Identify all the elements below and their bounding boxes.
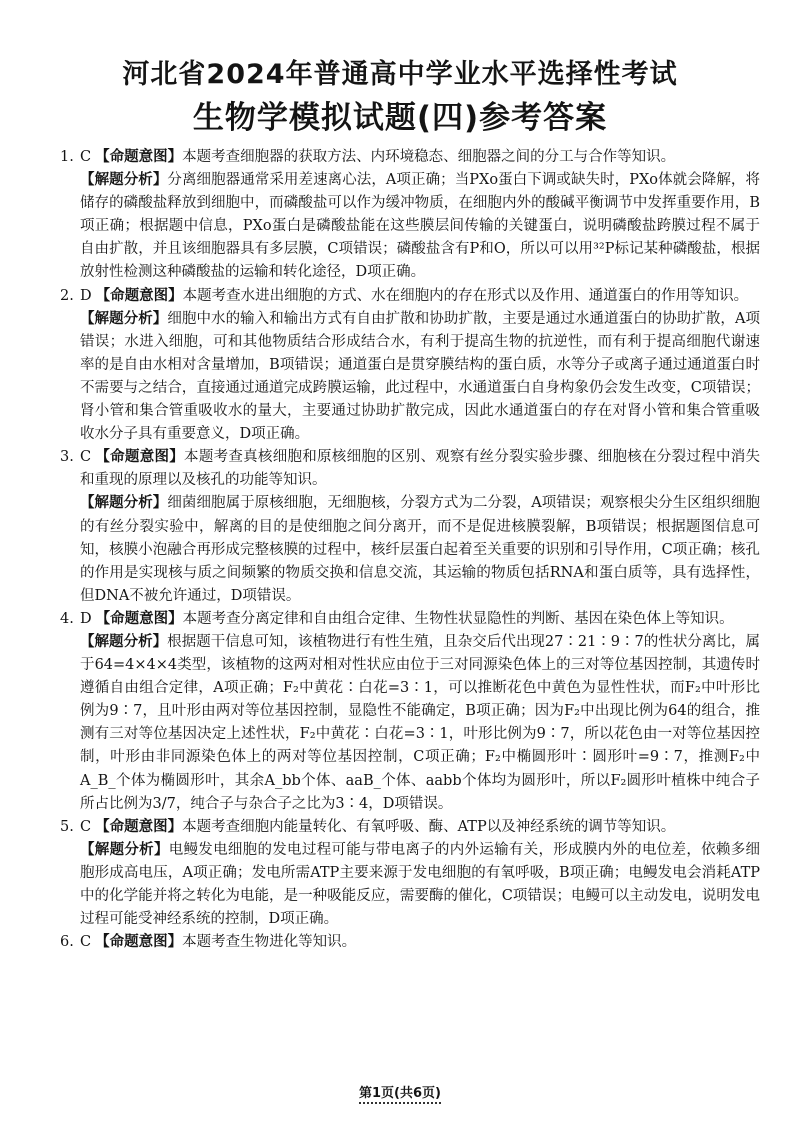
intent-tag: 【命题意图】 bbox=[95, 449, 185, 466]
analysis-paragraph bbox=[60, 492, 760, 607]
intent-text: 本题考查生物进化等知识。 bbox=[182, 934, 357, 951]
analysis-paragraph bbox=[60, 631, 760, 816]
answer-key-title: 生物学模拟试题(四)参考答案 bbox=[192, 100, 608, 136]
analysis-paragraph bbox=[60, 839, 760, 931]
intent-tag: 【命题意图】 bbox=[95, 149, 183, 165]
analysis-text: 电鳗发电细胞的发电过程可能与带电离子的内外运输有关，形成膜内外的电位差，依赖多细胞形成高电压，A项正确；发电所需ATP主要来源于发电细胞的有氧呼吸，B项正确；电鳗发电会消耗ATP中的化学能并将之转化为电能，是一种吸能反应，需要酶的催化，C项错误；电鳗可以主动发电，说明发电过程可能受神经系统的控制，D项正确。 bbox=[80, 841, 760, 928]
analysis-paragraph bbox=[60, 308, 760, 447]
question-intent-line bbox=[60, 608, 760, 631]
question-number: 6. bbox=[60, 934, 74, 951]
question-number: 5. bbox=[60, 818, 74, 835]
intent-tag: 【命题意图】 bbox=[95, 934, 183, 951]
intent-text: 本题考查细胞器的获取方法、内环境稳态、细胞器之间的分工与合作等知识。 bbox=[182, 149, 676, 165]
intent-tag: 【命题意图】 bbox=[95, 818, 183, 835]
question-1 bbox=[60, 146, 760, 285]
question-4 bbox=[60, 608, 760, 816]
answer-letter: C bbox=[80, 149, 92, 165]
intent-tag: 【命题意图】 bbox=[95, 610, 183, 627]
intent-tag: 【命题意图】 bbox=[95, 287, 183, 304]
intent-text: 本题考查水进出细胞的方式、水在细胞内的存在形式以及作用、通道蛋白的作用等知识。 bbox=[182, 287, 749, 304]
answer-letter: C bbox=[80, 934, 92, 951]
question-2 bbox=[60, 285, 760, 447]
answer-list bbox=[60, 146, 760, 954]
question-intent-line bbox=[60, 446, 760, 492]
analysis-text: 分离细胞器通常采用差速离心法，A项正确；当PXo蛋白下调或缺失时，PXo体就会降解，将储存的磷酸盐释放到细胞中，而磷酸盐可以作为缓冲物质，在细胞内外的酸碱平衡调节中发挥重要作用，B项正确；根据题中信息，PXo蛋白是磷酸盐能在这些膜层间传输的关键蛋白，说明磷酸盐跨膜过程不属于自由扩散，并且该细胞器具有多层膜，C项错误；磷酸盐含有P和O，所以可以用³²P标记某种磷酸盐，根据放射性检测这种磷酸盐的运输和转化途径，D项正确。 bbox=[80, 172, 761, 281]
exam-title: 河北省2024年普通高中学业水平选择性考试 bbox=[122, 59, 678, 90]
analysis-tag: 【解题分析】 bbox=[80, 310, 168, 327]
question-number: 4. bbox=[60, 610, 74, 627]
question-number: 1. bbox=[60, 149, 74, 165]
question-intent-line bbox=[60, 931, 760, 954]
intent-text: 本题考查分离定律和自由组合定律、生物性状显隐性的判断、基因在染色体上等知识。 bbox=[182, 610, 734, 627]
answer-letter: D bbox=[80, 287, 92, 304]
page-footer bbox=[0, 1082, 800, 1101]
analysis-text: 根据题干信息可知，该植物进行有性生殖，且杂交后代出现27∶21∶9∶7的性状分离比，属于64=4×4×4类型，该植物的这两对相对性状应由位于三对同源染色体上的三对等位基因控制，其遗传时遵循自由组合定律，A项正确；F₂中黄花∶白花=3∶1，可以推断花色中黄色为显性性状，而F₂中叶形比例为9∶7，且叶形由两对等位基因控制，显隐性不能确定，B项正确；因为F₂中出现比例为64的组合，推测有三对等位基因决定上述性状，F₂中黄花∶白花=3∶1，叶形比例为9∶7，所以花色由一对等位基因控制，叶形由非同源染色体上的两对等位基因控制，C项正确；F₂中椭圆形叶∶圆形叶=9∶7，推测F₂中A_B_个体为椭圆形叶，其余A_bb个体、aaB_个体、aabb个体均为圆形叶，所以F₂圆形叶植株中纯合子所占比例为3/7，纯合子与杂合子之比为3∶4，D项错误。 bbox=[80, 633, 760, 812]
analysis-tag: 【解题分析】 bbox=[80, 633, 168, 650]
question-intent-line bbox=[60, 285, 760, 308]
answer-letter: C bbox=[80, 449, 92, 466]
analysis-text: 细胞中水的输入和输出方式有自由扩散和协助扩散，主要是通过水通道蛋白的协助扩散，A项错误；水进入细胞，可和其他物质结合形成结合水，有利于提高生物的抗逆性，而有利于提高细胞代谢速率的是自由水相对含量增加，B项错误；通道蛋白是贯穿膜结构的蛋白质，水等分子或离子通过通道蛋白时不需要与之结合，直接通过通道完成跨膜运输，此过程中，水通道蛋白自身构象仍会发生改变，C项错误；肾小管和集合管重吸收水的量大，主要通过协助扩散完成，因此水通道蛋白的存在对肾小管和集合管重吸收水分子具有重要意义，D项正确。 bbox=[80, 310, 761, 443]
question-6 bbox=[60, 931, 760, 954]
analysis-text: 细菌细胞属于原核细胞，无细胞核，分裂方式为二分裂，A项错误；观察根尖分生区组织细胞的有丝分裂实验中，解离的目的是使细胞之间分离开，而不是促进核膜裂解，B项错误；根据题图信息可知，核膜小泡融合再形成完整核膜的过程中，核纤层蛋白起着至关重要的识别和引导作用，C项正确；核孔的作用是实现核与质之间频繁的物质交换和信息交流，其运输的物质包括RNA和蛋白质等，具有选择性，但DNA不被允许通过，D项错误。 bbox=[80, 495, 761, 604]
page-number: 第1页(共6页) bbox=[359, 1086, 441, 1104]
answer-letter: C bbox=[80, 818, 92, 835]
intent-text: 本题考查真核细胞和原核细胞的区别、观察有丝分裂实验步骤、细胞核在分裂过程中消失和重现的原理以及核孔的功能等知识。 bbox=[80, 449, 761, 489]
intent-text: 本题考查细胞内能量转化、有氧呼吸、酶、ATP以及神经系统的调节等知识。 bbox=[182, 818, 676, 835]
analysis-tag: 【解题分析】 bbox=[80, 841, 169, 858]
analysis-paragraph bbox=[60, 169, 760, 284]
question-5 bbox=[60, 816, 760, 931]
analysis-tag: 【解题分析】 bbox=[80, 172, 168, 189]
analysis-tag: 【解题分析】 bbox=[80, 495, 168, 512]
answer-letter: D bbox=[80, 610, 92, 627]
question-number: 3. bbox=[60, 449, 74, 466]
question-intent-line bbox=[60, 146, 760, 169]
question-3 bbox=[60, 446, 760, 608]
question-number: 2. bbox=[60, 287, 74, 304]
question-intent-line bbox=[60, 816, 760, 839]
